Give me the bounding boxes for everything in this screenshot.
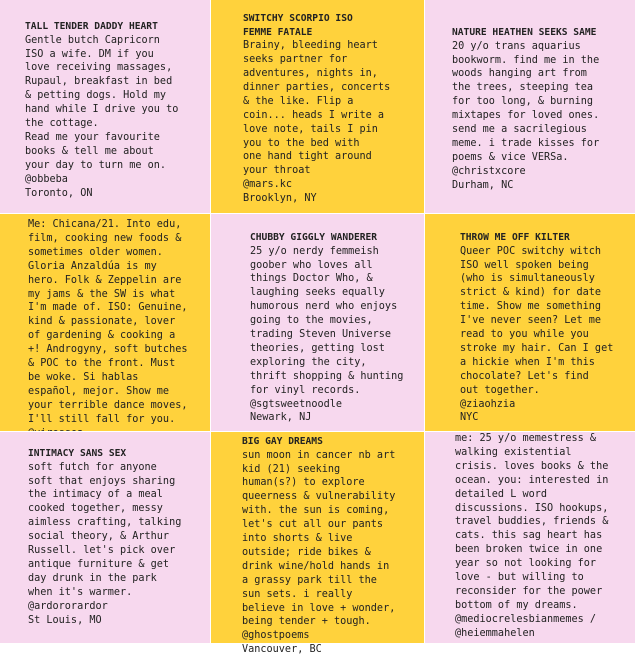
ad-body: Gentle butch Capricorn ISO a wife. DM if you love receiving massages, Rupaul, breakfast in bed & petting dogs. Hold my hand while I drive you to the cottage. Read me your favourite books & tell me about your day to turn me on. @obbeba Toronto, ON: [25, 34, 179, 199]
ad-card: [424, 0, 635, 213]
ad-body: soft futch for anyone soft that enjoys sharing the intimacy of a meal cooked together, messy aimless crafting, talking social theory, & Arthur Russell. let's pick over antique furniture & get day drunk in the park when it's warmer. @ardororardor St Louis, MO: [28, 461, 182, 626]
ad-title: NATURE HEATHEN SEEKS SAME: [452, 27, 597, 38]
ad-title: TALL TENDER DADDY HEART: [25, 21, 158, 32]
grid-divider: [0, 213, 635, 214]
ad-card: [424, 431, 635, 643]
ad-card: [211, 431, 424, 656]
ad-card: [211, 213, 424, 431]
ad-title: BIG GAY DREAMS: [242, 436, 323, 447]
ad-card: [0, 0, 211, 213]
ad-body: sun moon in cancer nb art kid (21) seeking human(s?) to explore queerness & vulnerability with. the sun is coming, let's cut all our pants into shorts & live outside; ride bikes & drink wine/hold hands in a grassy park till the sun sets. i really believe in love + wonder, being tender + tough. @ghostpoems Vancouver, BC: [242, 449, 396, 656]
grid-divider: [424, 0, 425, 643]
ad-card: [0, 213, 211, 431]
ad-title: THROW ME OFF KILTER: [460, 232, 570, 243]
ad-body: 20 y/o trans aquarius bookworm. find me in the woods hanging art from the trees, steeping tea for too long, & burning mixtapes for loved ones. send me a sacrilegious meme. i trade kisses for poems & vice VERSa. @christxcore Durham, NC: [452, 40, 600, 191]
ad-card: [211, 0, 424, 213]
ad-body: Me: Chicana/21. Into edu, film, cooking new foods & sometimes older women. Gloria Anzaldúa is my hero. Folk & Zeppelin are my jams & the SW is what I'm made of. ISO: Genuine, kind & passionate, lover of gardening & cooking a +! Androgyny, soft butches & POC to the front. Must be woke. Si hablas español, mejor. Show me your terrible dance moves, I'll still fall for you.: [28, 219, 188, 425]
ad-title: SWITCHY SCORPIO ISO FEMME FATALE: [243, 13, 353, 38]
ad-body: 25 y/o nerdy femmeish goober who loves all things Doctor Who, & laughing seeks equally humorous nerd who enjoys going to the movies, trading Steven Universe theories, getting lost exploring the city, thrift shopping & hunting for vinyl records. @sgtsweetnoodle Newark, NJ: [250, 245, 404, 424]
ad-title: CHUBBY GIGGLY WANDERER: [250, 232, 378, 243]
ad-body: Brainy, bleeding heart seeks partner for adventures, nights in, dinner parties, concerts & the like. Flip a coin... heads I write a love note, tails I pin you to the bed with one hand tight around your throat @mars.kc Brooklyn, NY: [243, 40, 391, 205]
ad-body: me: 25 y/o memestress & walking existential crisis. loves books & the ocean. you: interested in detailed L word discussions. ISO hookups, travel buddies, friends & cats. this sag heart has been broken twice in one year so not looking for love - but willing to reconsider for the power bottom of my dreams. @mediocrelesbianmemes / @heiemmahelen: [455, 433, 609, 639]
ad-body: Queer POC switchy witch ISO well spoken being (who is simultaneously strict & kind) for date time. Show me something I've never seen? Let me read to you while you stroke my hair. Can I get a hickie when I'm this chocolate? Let's find out together. @ziaohzia NYC: [460, 245, 614, 424]
grid-divider: [210, 0, 211, 643]
ad-title: INTIMACY SANS SEX: [28, 448, 127, 459]
grid-divider: [0, 431, 635, 432]
ad-card: [424, 213, 635, 431]
ad-card: [0, 431, 211, 643]
